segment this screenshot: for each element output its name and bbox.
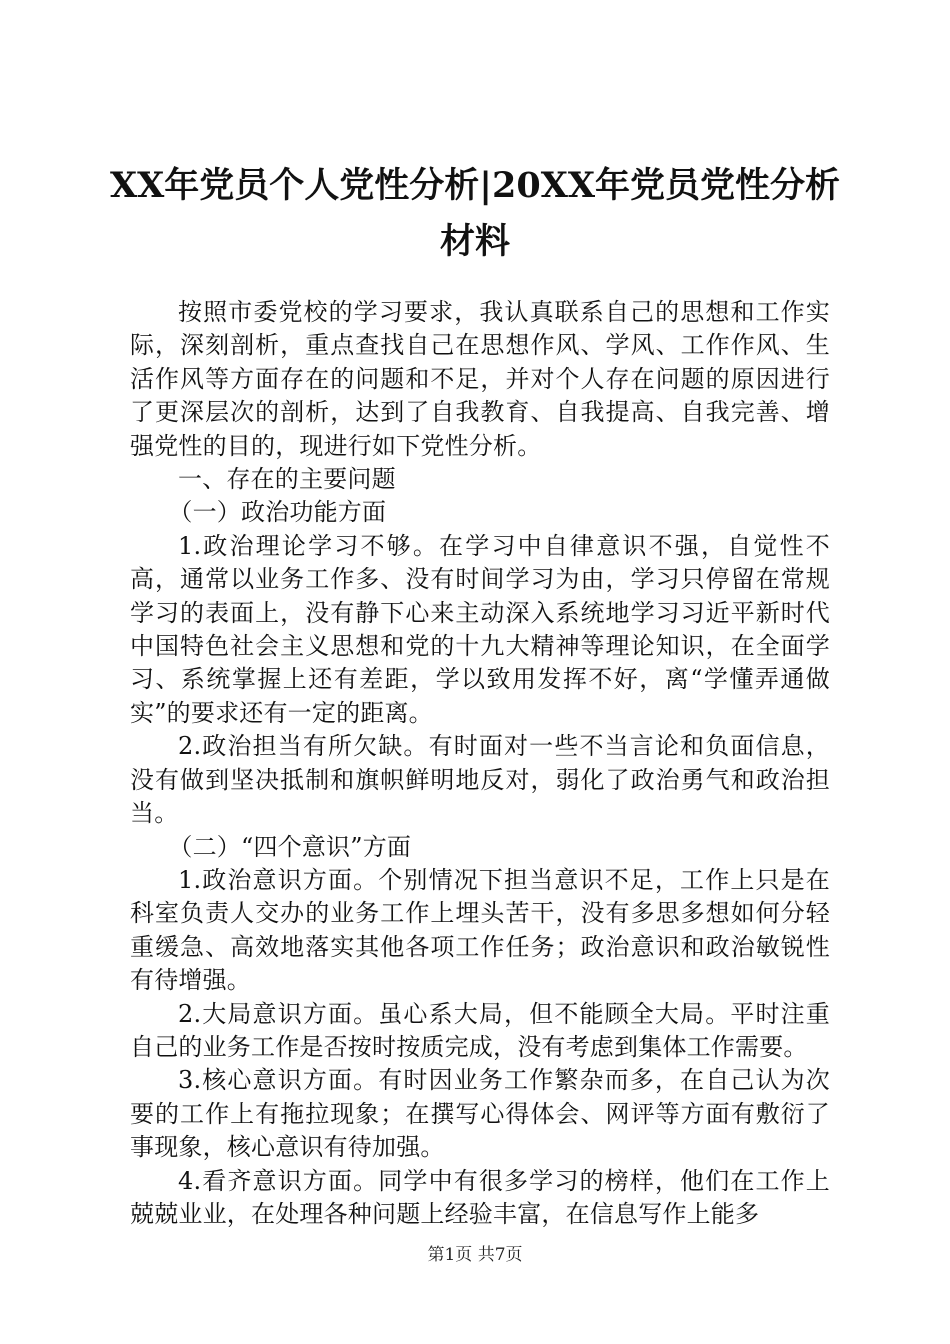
title-line-1: XX年党员个人党性分析|20XX年党员党性分析 (109, 165, 841, 206)
body-paragraph: 2.大局意识方面。虽心系大局，但不能顾全大局。平时注重自己的业务工作是否按时按质完成，没有考虑到集体工作需要。 (130, 999, 830, 1061)
section-heading: 一、存在的主要问题 (178, 465, 396, 494)
body-paragraph: 4.看齐意识方面。同学中有很多学习的榜样，他们在工作上兢兢业业，在处理各种问题上经验丰富，在信息写作上能多 (130, 1166, 830, 1228)
document-body (130, 296, 830, 1231)
document-title (100, 158, 850, 270)
body-paragraph: 1.政治意识方面。个别情况下担当意识不足，工作上只是在科室负责人交办的业务工作上埋头苦干，没有多思多想如何分轻重缓急、高效地落实其他各项工作任务；政治意识和政治敏锐性有待增强。 (130, 865, 830, 995)
subsection-heading: （一）政治功能方面 (168, 498, 387, 527)
body-paragraph: 2.政治担当有所欠缺。有时面对一些不当言论和负面信息，没有做到坚决抵制和旗帜鲜明地反对，弱化了政治勇气和政治担当。 (130, 732, 830, 828)
subsection-heading: （二）“四个意识”方面 (168, 832, 412, 861)
page-number-footer: 第1页 共7页 (427, 1245, 523, 1265)
body-paragraph: 1.政治理论学习不够。在学习中自律意识不强，自觉性不高，通常以业务工作多、没有时间学习为由，学习只停留在常规学习的表面上，没有静下心来主动深入系统地学习习近平新时代中国特色社会主义思想和党的十九大精神等理论知识，在全面学习、系统掌握上还有差距，学以致用发挥不好，离“学懂弄通做实”的要求还有一定的距离。 (130, 531, 830, 727)
intro-paragraph: 按照市委党校的学习要求，我认真联系自己的思想和工作实际，深刻剖析，重点查找自己在思想作风、学风、工作作风、生活作风等方面存在的问题和不足，并对个人存在问题的原因进行了更深层次的剖析，达到了自我教育、自我提高、自我完善、增强党性的目的，现进行如下党性分析。 (130, 298, 830, 460)
body-paragraph: 3.核心意识方面。有时因业务工作繁杂而多，在自己认为次要的工作上有拖拉现象；在撰写心得体会、网评等方面有敷衍了事现象，核心意识有待加强。 (130, 1066, 830, 1162)
title-line-2: 材料 (439, 221, 510, 262)
